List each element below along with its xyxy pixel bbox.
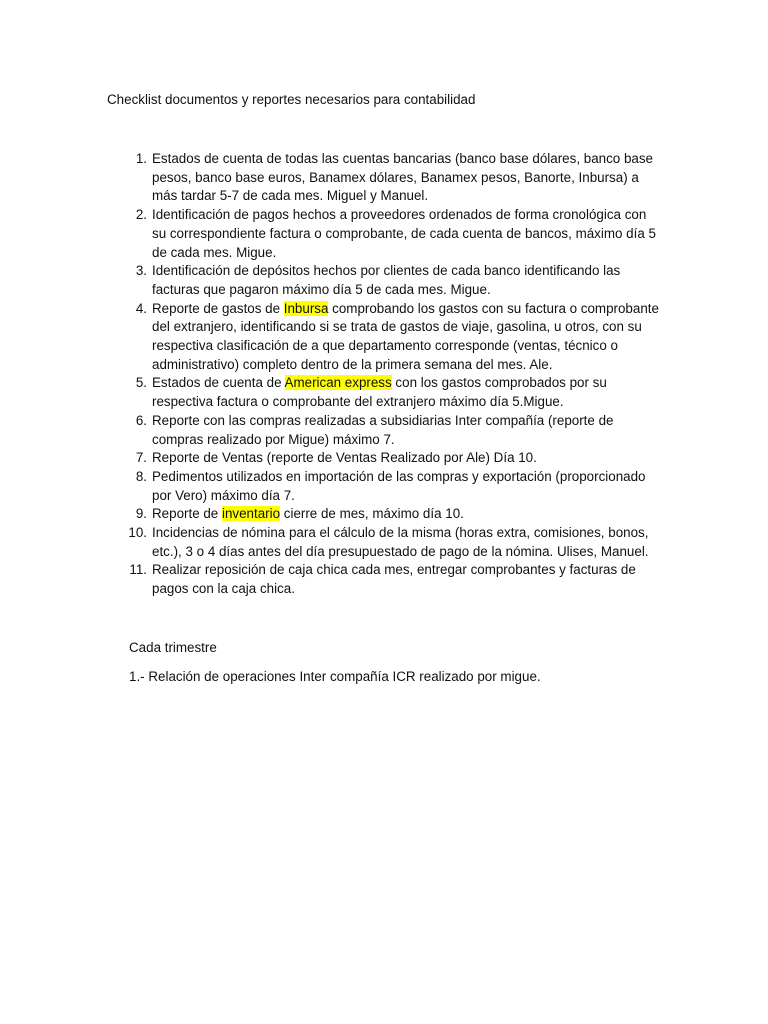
list-item [128,150,663,206]
item-number: 5. [135,375,147,391]
item-text: Reporte de gastos de [152,300,284,316]
item-text: Reporte con las compras realizadas a subsidiarias Inter compañía (reporte de compras realizado por Migue) máximo 7. [152,412,614,447]
item-text: Estados de cuenta de [152,375,285,391]
item-number: 3. [135,263,147,279]
item-number: 1. [135,151,147,166]
item-number: 9. [135,506,147,522]
item-text: Identificación de pagos hechos a proveedores ordenados de forma cronológica con su correspondiente factura o comprobante, de cada cuenta de bancos, máximo día 5 de cada mes. Migue. [152,207,656,260]
list-item [128,468,663,505]
item-text: Estados de cuenta de todas las cuentas bancarias (banco base dólares, banco base pesos, banco base euros, Banamex dólares, Banamex pesos, Banorte, Inbursa) a más tardar 5-7 de cada mes. Miguel y Manuel. [152,151,653,204]
item-text: Identificación de depósitos hechos por clientes de cada banco identificando las facturas que pagaron máximo día 5 de cada mes. Migue. [152,263,621,297]
item-number: 4. [135,300,147,316]
quarterly-item: 1.- Relación de operaciones Inter compañía ICR realizado por migue. [129,669,541,684]
list-item [128,524,663,561]
document-title: Checklist documentos y reportes necesarios para contabilidad [107,92,476,107]
list-item [128,449,663,468]
list-item [128,300,663,375]
item-number: 8. [135,468,147,484]
highlighted-text: inventario [221,506,281,522]
list-item [128,505,663,524]
list-item [128,561,663,598]
item-text-continued: con los gastos comprobados por su respectiva factura o comprobante del extranjero máximo día 5.Migue. [152,375,607,410]
item-number: 7. [135,450,147,466]
item-text: Pedimentos utilizados en importación de las compras y exportación (proporcionado por Vero) máximo día 7. [152,468,646,503]
item-number: 2. [135,207,147,223]
list-item [128,206,663,262]
item-text: Realizar reposición de caja chica cada mes, entregar comprobantes y facturas de pagos con la caja chica. [152,562,636,597]
item-text: Reporte de Ventas (reporte de Ventas Realizado por Ale) Día 10. [152,450,537,466]
highlighted-text: Inbursa [283,300,329,316]
monthly-checklist [128,150,663,599]
highlighted-text: American express [284,375,392,391]
item-text-continued: cierre de mes, máximo día 10. [280,506,464,522]
list-item [128,412,663,449]
item-number: 10. [128,525,147,541]
list-item [128,374,663,411]
item-number: 6. [135,412,147,428]
list-item [128,262,663,299]
item-text: Reporte de [152,506,222,522]
quarterly-heading: Cada trimestre [129,640,217,655]
item-text: Incidencias de nómina para el cálculo de la misma (horas extra, comisiones, bonos, etc.), 3 o 4 días antes del día presupuestado de pago de la nómina. Ulises, Manuel. [152,525,649,559]
item-number: 11. [129,562,147,578]
item-text-continued: comprobando los gastos con su factura o comprobante del extranjero, identificando si se trata de gastos de viaje, gasolina, u otros, con su respectiva clasificación de a que departamento corresponde (ventas, técnico o administrativo) completo dentro de la primera semana del mes. Ale. [152,300,659,372]
